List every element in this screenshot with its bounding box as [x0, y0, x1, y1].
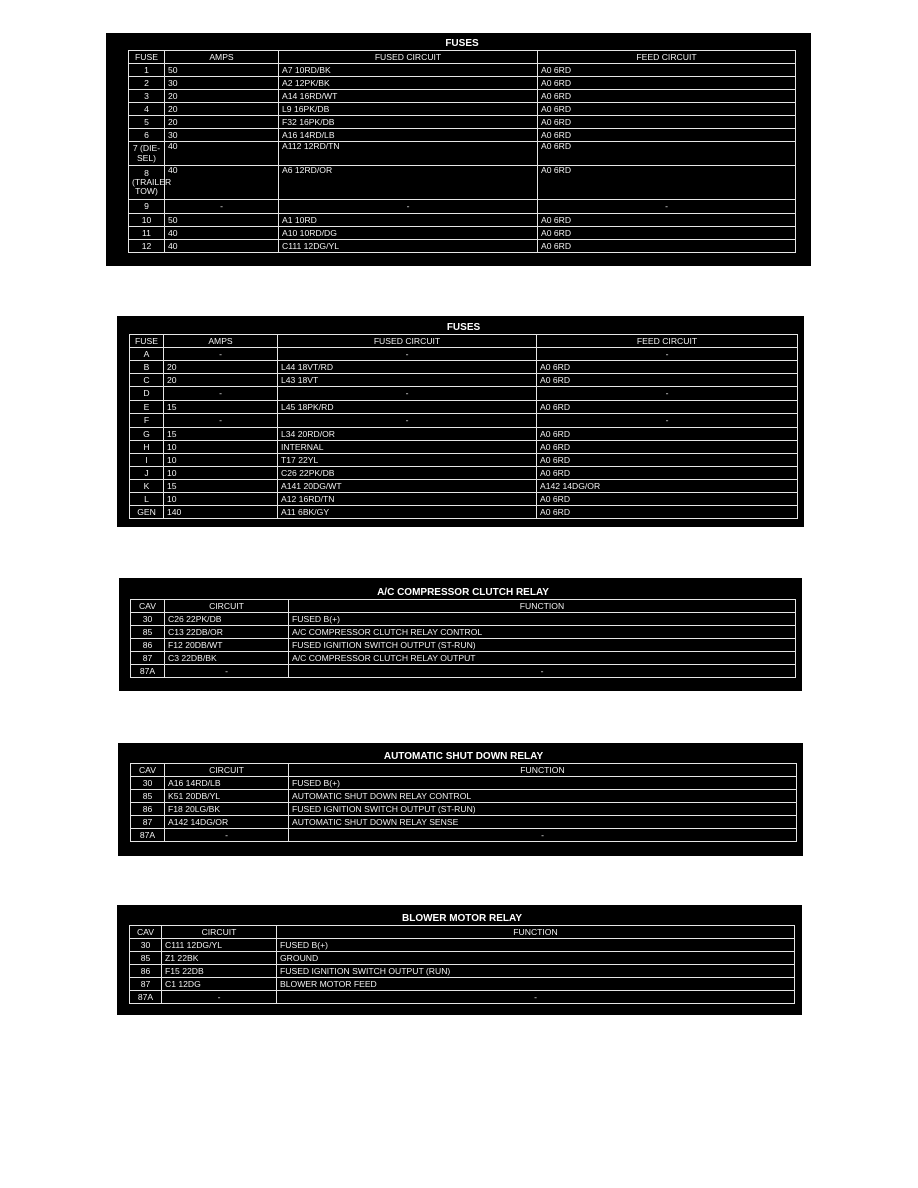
feed-circuit: A0 6RD: [537, 401, 798, 414]
fused-circuit: L9 16PK/DB: [279, 103, 538, 116]
feed-circuit: A0 6RD: [538, 77, 796, 90]
function: A/C COMPRESSOR CLUTCH RELAY CONTROL: [289, 626, 796, 639]
feed-circuit: A0 6RD: [538, 240, 796, 253]
fused-circuit: A11 6BK/GY: [278, 506, 537, 519]
cavity: 87: [131, 816, 165, 829]
amps: -: [165, 200, 279, 214]
table-row: [130, 493, 798, 506]
table-row: [130, 467, 798, 480]
table-row: [129, 214, 796, 227]
fuse-id: A: [130, 348, 164, 361]
table-row: [130, 952, 795, 965]
function: FUSED B(+): [277, 939, 795, 952]
circuit: F15 22DB: [162, 965, 277, 978]
cavity: 86: [130, 965, 162, 978]
feed-circuit: A0 6RD: [538, 142, 796, 166]
fuse-id: 8 (TRAILER TOW): [129, 166, 165, 200]
amps: 15: [164, 401, 278, 414]
function: -: [277, 991, 795, 1004]
cavity: 30: [131, 613, 165, 626]
feed-circuit: A0 6RD: [538, 116, 796, 129]
fused-circuit: A10 10RD/DG: [279, 227, 538, 240]
cavity: 87A: [130, 991, 162, 1004]
header-function: FUNCTION: [289, 600, 796, 613]
fused-circuit: F32 16PK/DB: [279, 116, 538, 129]
fuses-table-lettered: [117, 316, 804, 527]
table-row: [129, 77, 796, 90]
fuse-id: B: [130, 361, 164, 374]
circuit: C3 22DB/BK: [165, 652, 289, 665]
table-header-row: [131, 764, 797, 777]
amps: 10: [164, 467, 278, 480]
fuse-id: D: [130, 387, 164, 401]
ac-compressor-relay-table: [119, 578, 802, 691]
fuses-grid: [128, 50, 796, 253]
table-row: [130, 428, 798, 441]
amps: 20: [164, 374, 278, 387]
table-row: [130, 480, 798, 493]
table-row: [129, 90, 796, 103]
feed-circuit: -: [537, 414, 798, 428]
fused-circuit: -: [278, 414, 537, 428]
circuit: -: [165, 829, 289, 842]
fuse-id: G: [130, 428, 164, 441]
table-row: [129, 129, 796, 142]
fused-circuit: A141 20DG/WT: [278, 480, 537, 493]
fused-circuit: A2 12PK/BK: [279, 77, 538, 90]
relay-grid: [130, 599, 796, 678]
fused-circuit: INTERNAL: [278, 441, 537, 454]
fuse-id: C: [130, 374, 164, 387]
table-row: [130, 991, 795, 1004]
fuse-id: L: [130, 493, 164, 506]
table-row: [129, 142, 796, 166]
feed-circuit: A0 6RD: [538, 90, 796, 103]
amps: 20: [165, 103, 279, 116]
fuse-id: 4: [129, 103, 165, 116]
fuse-id: 10: [129, 214, 165, 227]
amps: 15: [164, 428, 278, 441]
amps: 40: [165, 166, 279, 200]
table-row: [130, 441, 798, 454]
table-row: [130, 965, 795, 978]
fuse-id: 2: [129, 77, 165, 90]
circuit: Z1 22BK: [162, 952, 277, 965]
fuses-title: FUSES: [445, 38, 479, 49]
cavity: 87A: [131, 829, 165, 842]
fused-circuit: A112 12RD/TN: [279, 142, 538, 166]
feed-circuit: -: [537, 348, 798, 361]
fuse-id: GEN: [130, 506, 164, 519]
table-row: [130, 374, 798, 387]
function: AUTOMATIC SHUT DOWN RELAY CONTROL: [289, 790, 797, 803]
fuse-id: 9: [129, 200, 165, 214]
circuit: C13 22DB/OR: [165, 626, 289, 639]
fuse-id: I: [130, 454, 164, 467]
feed-circuit: A142 14DG/OR: [537, 480, 798, 493]
amps: 10: [164, 454, 278, 467]
header-cav: CAV: [131, 600, 165, 613]
fuse-id: J: [130, 467, 164, 480]
amps: 20: [165, 116, 279, 129]
table-row: [129, 227, 796, 240]
amps: 20: [165, 90, 279, 103]
table-row: [130, 414, 798, 428]
function: FUSED IGNITION SWITCH OUTPUT (ST-RUN): [289, 639, 796, 652]
function: -: [289, 829, 797, 842]
amps: -: [164, 348, 278, 361]
fused-circuit: C111 12DG/YL: [279, 240, 538, 253]
table-row: [131, 639, 796, 652]
table-row: [130, 348, 798, 361]
circuit: F12 20DB/WT: [165, 639, 289, 652]
cavity: 87: [131, 652, 165, 665]
table-row: [129, 200, 796, 214]
relay-title: A/C COMPRESSOR CLUTCH RELAY: [377, 587, 549, 598]
table-header-row: [129, 51, 796, 64]
header-amps: AMPS: [164, 335, 278, 348]
relay-grid: [129, 925, 795, 1004]
fuse-id: 3: [129, 90, 165, 103]
feed-circuit: A0 6RD: [537, 454, 798, 467]
amps: 40: [165, 240, 279, 253]
amps: 15: [164, 480, 278, 493]
table-row: [131, 613, 796, 626]
feed-circuit: A0 6RD: [537, 361, 798, 374]
table-row: [130, 387, 798, 401]
header-fuse: FUSE: [129, 51, 165, 64]
function: BLOWER MOTOR FEED: [277, 978, 795, 991]
function: AUTOMATIC SHUT DOWN RELAY SENSE: [289, 816, 797, 829]
table-row: [129, 166, 796, 200]
fused-circuit: A14 16RD/WT: [279, 90, 538, 103]
feed-circuit: -: [537, 387, 798, 401]
function: FUSED IGNITION SWITCH OUTPUT (RUN): [277, 965, 795, 978]
cavity: 85: [130, 952, 162, 965]
cavity: 30: [131, 777, 165, 790]
feed-circuit: A0 6RD: [538, 103, 796, 116]
feed-circuit: A0 6RD: [537, 441, 798, 454]
blower-motor-relay-table: [117, 905, 802, 1015]
circuit: A142 14DG/OR: [165, 816, 289, 829]
fused-circuit: A16 14RD/LB: [279, 129, 538, 142]
automatic-shut-down-relay-table: [118, 743, 803, 856]
fuse-id: 6: [129, 129, 165, 142]
table-row: [129, 116, 796, 129]
fuse-id: K: [130, 480, 164, 493]
fused-circuit: A12 16RD/TN: [278, 493, 537, 506]
header-cav: CAV: [131, 764, 165, 777]
circuit: C26 22PK/DB: [165, 613, 289, 626]
amps: -: [164, 387, 278, 401]
header-cav: CAV: [130, 926, 162, 939]
cavity: 86: [131, 639, 165, 652]
table-row: [131, 803, 797, 816]
header-circuit: CIRCUIT: [165, 764, 289, 777]
fuse-id: 7 (DIE-SEL): [129, 142, 165, 166]
fused-circuit: L43 18VT: [278, 374, 537, 387]
circuit: -: [162, 991, 277, 1004]
amps: -: [164, 414, 278, 428]
table-row: [130, 506, 798, 519]
table-row: [131, 626, 796, 639]
fused-circuit: L34 20RD/OR: [278, 428, 537, 441]
fuse-id: F: [130, 414, 164, 428]
cavity: 85: [131, 626, 165, 639]
table-row: [131, 816, 797, 829]
amps: 50: [165, 64, 279, 77]
cavity: 87: [130, 978, 162, 991]
header-circuit: CIRCUIT: [162, 926, 277, 939]
relay-grid: [130, 763, 797, 842]
fuses-table-numeric: [106, 33, 811, 266]
fused-circuit: -: [278, 387, 537, 401]
table-row: [130, 978, 795, 991]
header-amps: AMPS: [165, 51, 279, 64]
function: GROUND: [277, 952, 795, 965]
cavity: 87A: [131, 665, 165, 678]
table-row: [130, 939, 795, 952]
header-feed-circuit: FEED CIRCUIT: [538, 51, 796, 64]
table-row: [131, 652, 796, 665]
table-row: [131, 665, 796, 678]
fuse-id: E: [130, 401, 164, 414]
table-row: [131, 790, 797, 803]
fuse-id: 12: [129, 240, 165, 253]
amps: 50: [165, 214, 279, 227]
circuit: C1 12DG: [162, 978, 277, 991]
circuit: -: [165, 665, 289, 678]
feed-circuit: A0 6RD: [538, 166, 796, 200]
function: FUSED B(+): [289, 777, 797, 790]
table-row: [130, 454, 798, 467]
cavity: 85: [131, 790, 165, 803]
table-row: [129, 64, 796, 77]
amps: 40: [165, 142, 279, 166]
fused-circuit: T17 22YL: [278, 454, 537, 467]
fuse-id: 5: [129, 116, 165, 129]
feed-circuit: A0 6RD: [538, 129, 796, 142]
header-function: FUNCTION: [289, 764, 797, 777]
fused-circuit: L45 18PK/RD: [278, 401, 537, 414]
table-header-row: [130, 926, 795, 939]
function: A/C COMPRESSOR CLUTCH RELAY OUTPUT: [289, 652, 796, 665]
circuit: A16 14RD/LB: [165, 777, 289, 790]
table-row: [129, 240, 796, 253]
table-row: [130, 361, 798, 374]
header-feed-circuit: FEED CIRCUIT: [537, 335, 798, 348]
circuit: C111 12DG/YL: [162, 939, 277, 952]
amps: 40: [165, 227, 279, 240]
feed-circuit: A0 6RD: [538, 214, 796, 227]
fuses-title: FUSES: [446, 322, 481, 333]
header-fused-circuit: FUSED CIRCUIT: [278, 335, 537, 348]
table-header-row: [131, 600, 796, 613]
table-row: [131, 777, 797, 790]
feed-circuit: A0 6RD: [537, 374, 798, 387]
feed-circuit: A0 6RD: [538, 227, 796, 240]
amps: 140: [164, 506, 278, 519]
amps: 30: [165, 129, 279, 142]
fused-circuit: L44 18VT/RD: [278, 361, 537, 374]
amps: 20: [164, 361, 278, 374]
amps: 10: [164, 441, 278, 454]
fused-circuit: C26 22PK/DB: [278, 467, 537, 480]
table-header-row: [130, 335, 798, 348]
header-fused-circuit: FUSED CIRCUIT: [279, 51, 538, 64]
relay-title: AUTOMATIC SHUT DOWN RELAY: [383, 751, 544, 762]
fuse-id: 11: [129, 227, 165, 240]
amps: 10: [164, 493, 278, 506]
cavity: 30: [130, 939, 162, 952]
function: FUSED B(+): [289, 613, 796, 626]
fuses-grid: [129, 334, 798, 519]
fuse-id: 1: [129, 64, 165, 77]
fused-circuit: -: [279, 200, 538, 214]
function: FUSED IGNITION SWITCH OUTPUT (ST-RUN): [289, 803, 797, 816]
fused-circuit: A7 10RD/BK: [279, 64, 538, 77]
feed-circuit: A0 6RD: [537, 428, 798, 441]
relay-title: BLOWER MOTOR RELAY: [401, 913, 522, 924]
circuit: K51 20DB/YL: [165, 790, 289, 803]
table-row: [131, 829, 797, 842]
header-function: FUNCTION: [277, 926, 795, 939]
feed-circuit: A0 6RD: [538, 64, 796, 77]
table-row: [130, 401, 798, 414]
circuit: F18 20LG/BK: [165, 803, 289, 816]
header-fuse: FUSE: [130, 335, 164, 348]
function: -: [289, 665, 796, 678]
fused-circuit: A1 10RD: [279, 214, 538, 227]
fused-circuit: A6 12RD/OR: [279, 166, 538, 200]
cavity: 86: [131, 803, 165, 816]
amps: 30: [165, 77, 279, 90]
feed-circuit: A0 6RD: [537, 493, 798, 506]
table-row: [129, 103, 796, 116]
feed-circuit: -: [538, 200, 796, 214]
fused-circuit: -: [278, 348, 537, 361]
fuse-id: H: [130, 441, 164, 454]
header-circuit: CIRCUIT: [165, 600, 289, 613]
feed-circuit: A0 6RD: [537, 467, 798, 480]
feed-circuit: A0 6RD: [537, 506, 798, 519]
